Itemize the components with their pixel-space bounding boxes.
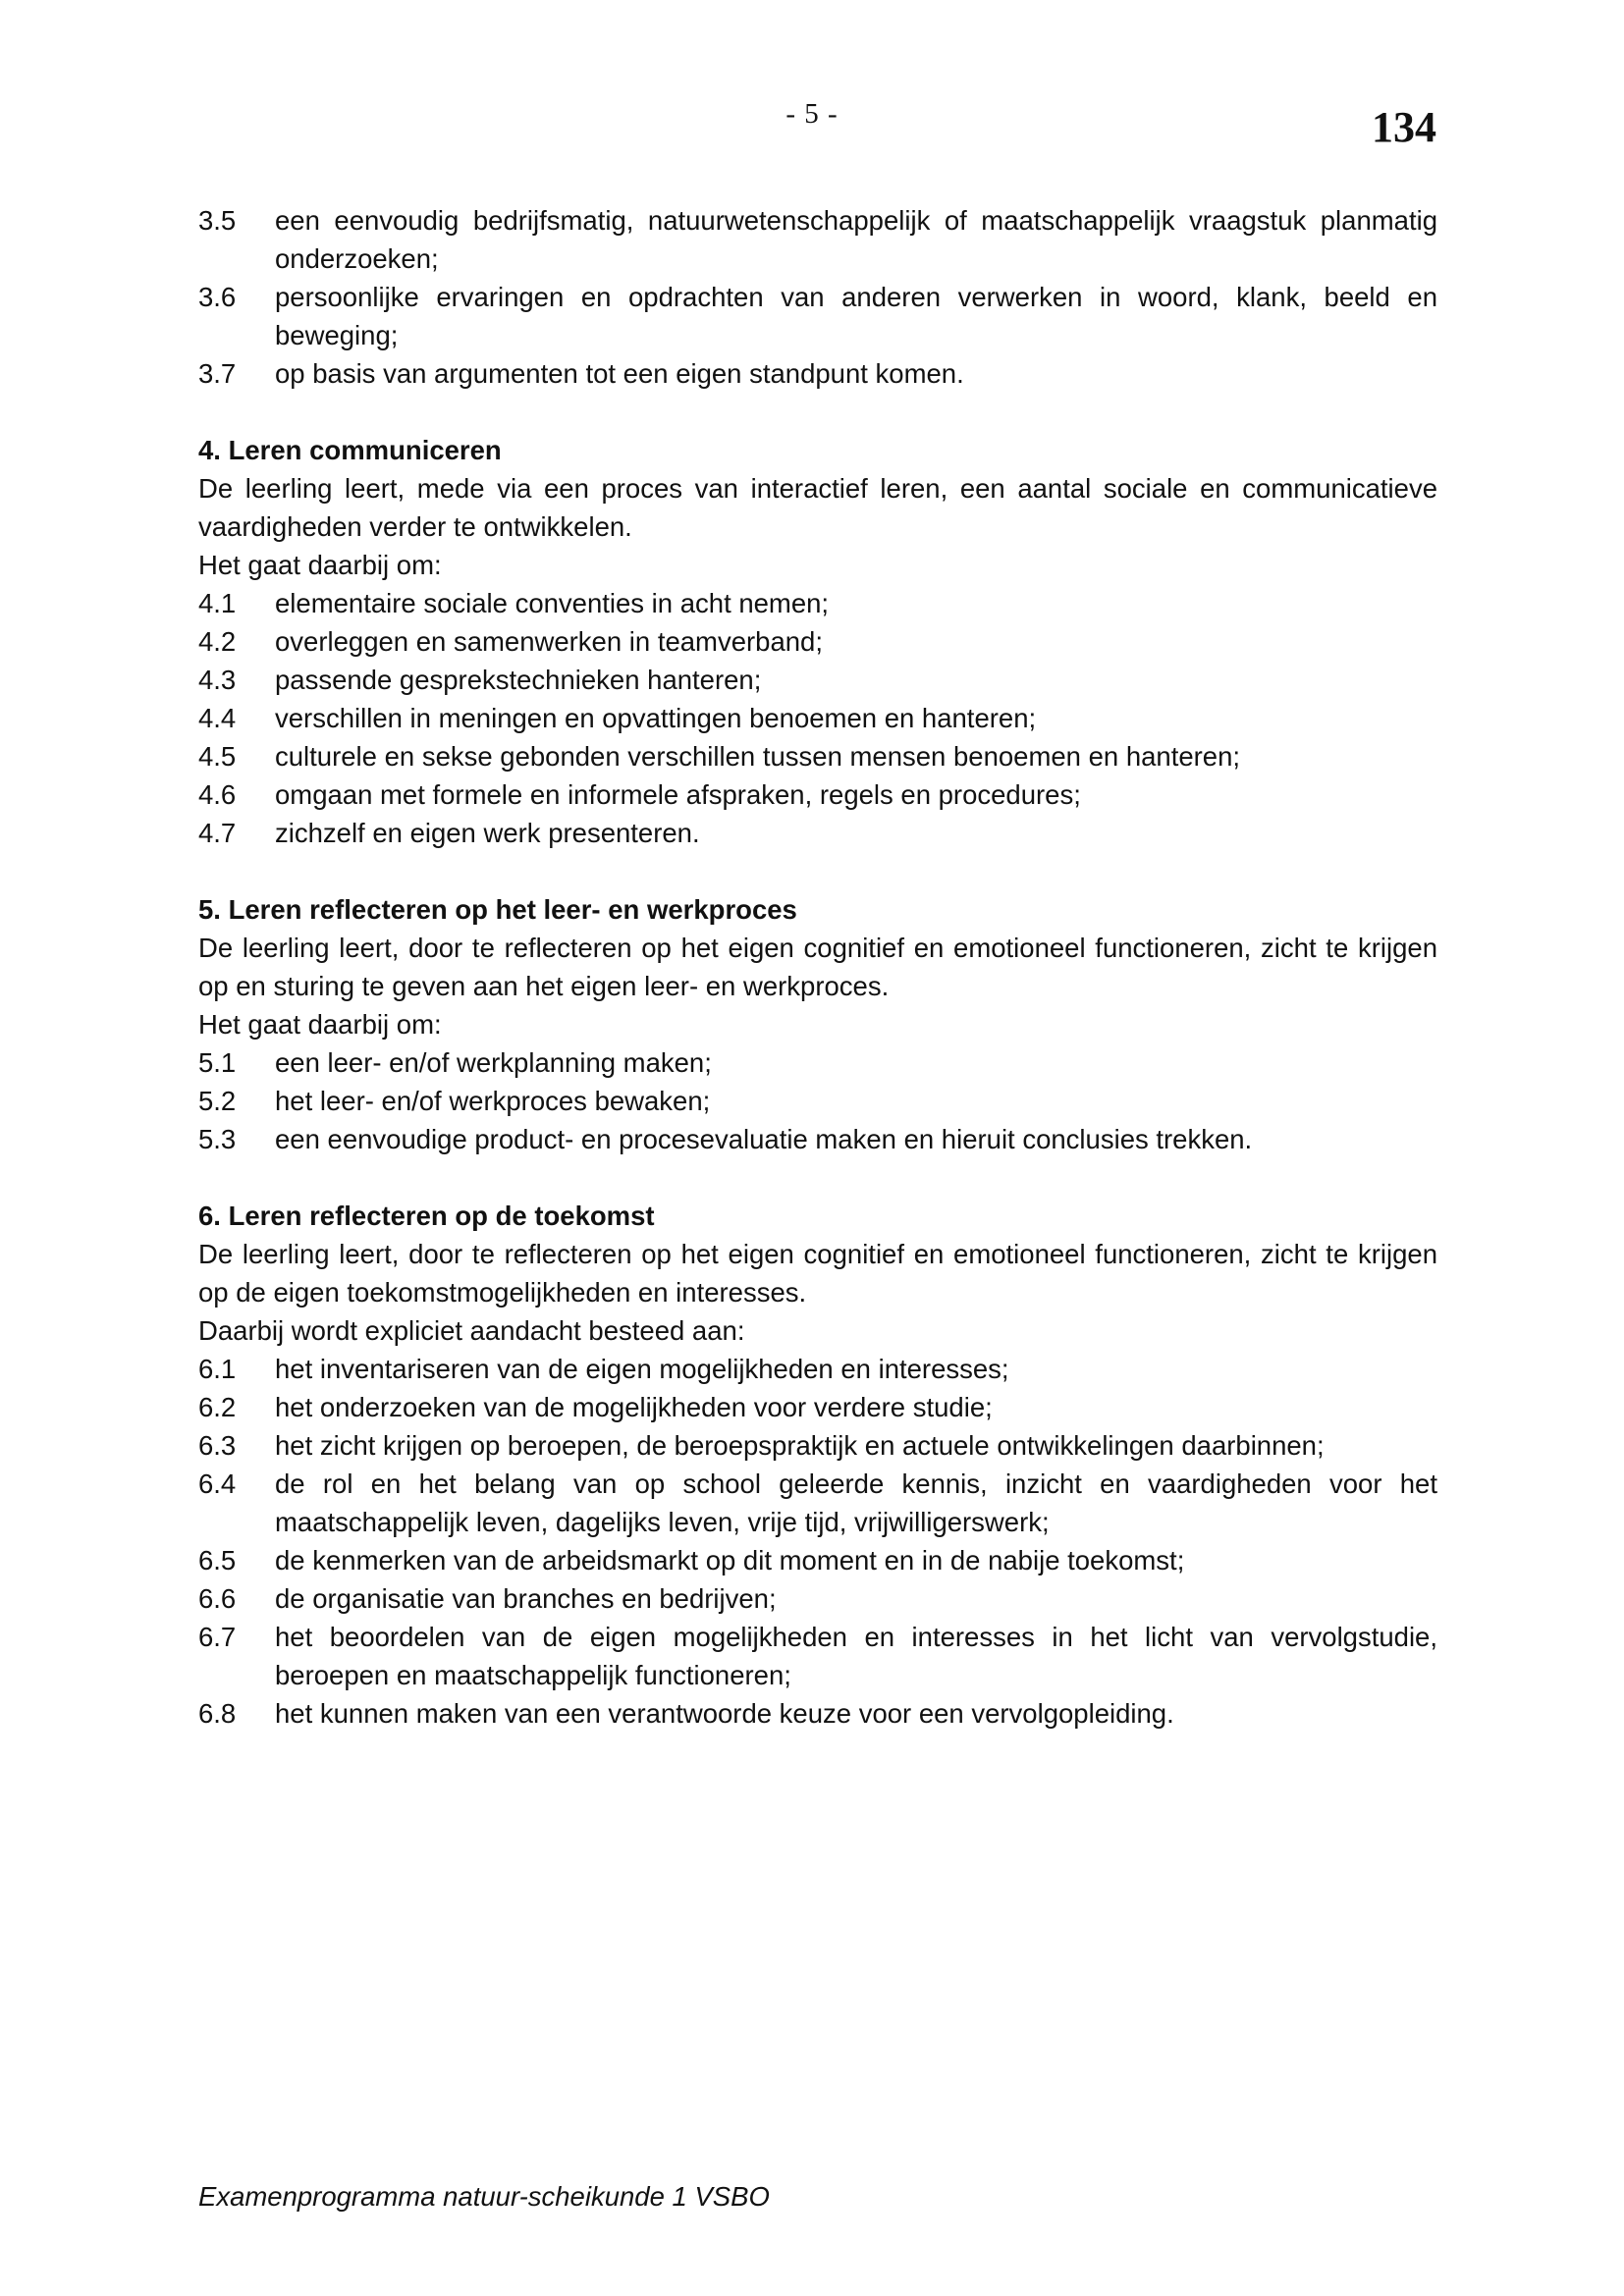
item-number: 6.3 bbox=[198, 1430, 237, 1461]
item-number: 6.6 bbox=[198, 1583, 237, 1614]
item-number: 6.2 bbox=[198, 1392, 237, 1422]
footer-text: Examenprogramma natuur-scheikunde 1 VSBO bbox=[198, 2181, 770, 2212]
item-list bbox=[198, 1350, 1437, 1733]
item-text: een eenvoudig bedrijfsmatig, natuurwetenschappelijk of maatschappelijk vraagstuk planmatig onderzoeken; bbox=[275, 205, 1437, 274]
item-text: het leer- en/of werkproces bewaken; bbox=[275, 1086, 711, 1116]
item-number: 6.1 bbox=[198, 1354, 237, 1384]
list-item bbox=[198, 1694, 1437, 1733]
item-number: 4.6 bbox=[198, 779, 237, 810]
item-number: 4.7 bbox=[198, 818, 237, 848]
list-item bbox=[198, 1043, 1437, 1082]
item-text: elementaire sociale conventies in acht nemen; bbox=[275, 588, 830, 618]
page-number: - 5 - bbox=[785, 98, 839, 130]
item-number: 4.5 bbox=[198, 741, 237, 772]
stamp-number: 134 bbox=[1372, 103, 1436, 151]
item-text: verschillen in meningen en opvattingen benoemen en hanteren; bbox=[275, 703, 1037, 733]
list-item bbox=[198, 1465, 1437, 1541]
item-text: het beoordelen van de eigen mogelijkheden en interesses in het licht van vervolgstudie, beroepen en maatschappelijk functioneren; bbox=[275, 1622, 1437, 1690]
item-text: de rol en het belang van op school geleerde kennis, inzicht en vaardigheden voor het maatschappelijk leven, dagelijks leven, vrije tijd, vrijwilligerswerk; bbox=[275, 1468, 1437, 1537]
item-text: het kunnen maken van een verantwoorde keuze voor een vervolgopleiding. bbox=[275, 1698, 1174, 1729]
list-item bbox=[198, 278, 1437, 354]
item-number: 4.4 bbox=[198, 703, 237, 733]
list-item bbox=[198, 699, 1437, 737]
section-heading: 5. Leren reflecteren op het leer- en werkproces bbox=[198, 894, 797, 925]
section-intro: Het gaat daarbij om: bbox=[198, 1009, 442, 1040]
section-heading: 6. Leren reflecteren op de toekomst bbox=[198, 1201, 655, 1231]
section-paragraph: De leerling leert, door te reflecteren op het eigen cognitief en emotioneel functioneren, zicht te krijgen op de eigen toekomstmogelijkheden en interesses. bbox=[198, 1239, 1437, 1308]
section-intro: Het gaat daarbij om: bbox=[198, 550, 442, 580]
list-item bbox=[198, 1120, 1437, 1158]
list-item bbox=[198, 814, 1437, 852]
section-paragraph: De leerling leert, mede via een proces van interactief leren, een aantal sociale en communicatieve vaardigheden verder te ontwikkelen. bbox=[198, 473, 1437, 542]
item-text: passende gesprekstechnieken hanteren; bbox=[275, 665, 762, 695]
item-text: de organisatie van branches en bedrijven; bbox=[275, 1583, 777, 1614]
section-6 bbox=[198, 1197, 1437, 1733]
item-list bbox=[198, 201, 1437, 393]
list-item bbox=[198, 584, 1437, 622]
list-item bbox=[198, 1579, 1437, 1618]
section-4 bbox=[198, 431, 1437, 852]
list-item bbox=[198, 661, 1437, 699]
item-list bbox=[198, 584, 1437, 852]
section-intro: Daarbij wordt expliciet aandacht besteed aan: bbox=[198, 1315, 745, 1346]
list-item bbox=[198, 201, 1437, 278]
section-heading: 4. Leren communiceren bbox=[198, 435, 502, 465]
item-text: omgaan met formele en informele afspraken, regels en procedures; bbox=[275, 779, 1081, 810]
item-text: overleggen en samenwerken in teamverband; bbox=[275, 626, 823, 657]
item-list bbox=[198, 1043, 1437, 1158]
item-number: 4.1 bbox=[198, 588, 237, 618]
list-item bbox=[198, 775, 1437, 814]
list-item bbox=[198, 354, 1437, 393]
item-text: persoonlijke ervaringen en opdrachten van anderen verwerken in woord, klank, beeld en beweging; bbox=[275, 282, 1437, 350]
item-number: 6.8 bbox=[198, 1698, 237, 1729]
item-number: 3.6 bbox=[198, 282, 237, 312]
item-text: het zicht krijgen op beroepen, de beroepspraktijk en actuele ontwikkelingen daarbinnen; bbox=[275, 1430, 1325, 1461]
item-number: 3.7 bbox=[198, 358, 237, 389]
list-item bbox=[198, 1388, 1437, 1426]
item-number: 6.4 bbox=[198, 1468, 237, 1499]
item-text: de kenmerken van de arbeidsmarkt op dit moment en in de nabije toekomst; bbox=[275, 1545, 1185, 1575]
item-number: 5.3 bbox=[198, 1124, 237, 1154]
item-text: het onderzoeken van de mogelijkheden voor verdere studie; bbox=[275, 1392, 993, 1422]
item-text: zichzelf en eigen werk presenteren. bbox=[275, 818, 700, 848]
list-item bbox=[198, 1541, 1437, 1579]
list-item bbox=[198, 1618, 1437, 1694]
item-number: 4.2 bbox=[198, 626, 237, 657]
item-text: op basis van argumenten tot een eigen standpunt komen. bbox=[275, 358, 964, 389]
item-text: een leer- en/of werkplanning maken; bbox=[275, 1047, 712, 1078]
item-number: 6.7 bbox=[198, 1622, 237, 1652]
section-paragraph: De leerling leert, door te reflecteren op het eigen cognitief en emotioneel functioneren, zicht te krijgen op en sturing te geven aan het eigen leer- en werkproces. bbox=[198, 933, 1437, 1001]
section-3-continued bbox=[198, 201, 1437, 393]
document-body bbox=[198, 201, 1437, 1733]
item-number: 6.5 bbox=[198, 1545, 237, 1575]
item-text: het inventariseren van de eigen mogelijkheden en interesses; bbox=[275, 1354, 1009, 1384]
list-item bbox=[198, 1082, 1437, 1120]
list-item bbox=[198, 737, 1437, 775]
item-text: culturele en sekse gebonden verschillen tussen mensen benoemen en hanteren; bbox=[275, 741, 1241, 772]
item-number: 5.1 bbox=[198, 1047, 237, 1078]
list-item bbox=[198, 1350, 1437, 1388]
section-5 bbox=[198, 890, 1437, 1158]
item-number: 5.2 bbox=[198, 1086, 237, 1116]
item-number: 3.5 bbox=[198, 205, 237, 236]
item-text: een eenvoudige product- en procesevaluatie maken en hieruit conclusies trekken. bbox=[275, 1124, 1253, 1154]
item-number: 4.3 bbox=[198, 665, 237, 695]
list-item bbox=[198, 1426, 1437, 1465]
list-item bbox=[198, 622, 1437, 661]
